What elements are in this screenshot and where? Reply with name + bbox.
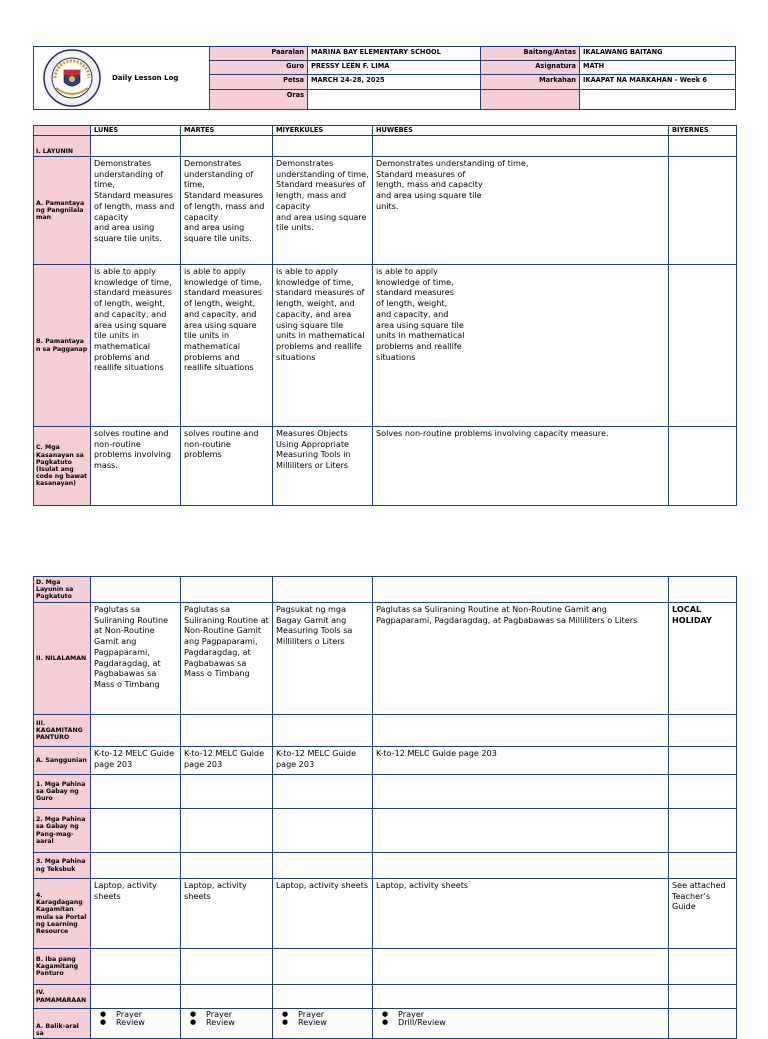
bullet-item: ● Prayer	[206, 1010, 269, 1018]
cell: Laptop, activity sheets	[373, 879, 669, 949]
cell	[181, 577, 273, 603]
day-header: HUWEBES	[373, 126, 669, 136]
cell	[273, 853, 373, 879]
cell	[373, 853, 669, 879]
header-label	[481, 89, 580, 109]
day-header: MARTES	[181, 126, 273, 136]
row-label: A. Balik-aral sa	[34, 1009, 91, 1039]
cell	[669, 985, 737, 1009]
cell: Demonstrates understanding of time, Standard measures of length, mass and capacity and area using square tile units.	[91, 157, 181, 265]
header-label: Asignatura	[481, 61, 580, 75]
cell	[91, 949, 181, 985]
row-label: B. Iba pang Kagamitang Panturo	[34, 949, 91, 985]
row-label: A. Pamantaya ng Pangnilala man	[34, 157, 91, 265]
cell: Demonstrates understanding of time, Standard measures of length, mass and capacity and area using square tile units.	[273, 157, 373, 265]
cell: Laptop, activity sheets	[273, 879, 373, 949]
row-label: 1. Mga Pahina sa Gabay ng Guro	[34, 775, 91, 809]
cell	[669, 715, 737, 747]
cell	[273, 809, 373, 853]
row-label: I. LAYUNIN	[34, 136, 91, 157]
cell: solves routine and non-routine problems involving mass.	[91, 427, 181, 506]
cell: K-to-12 MELC Guide page 203	[181, 747, 273, 775]
header-label: Paaralan	[210, 47, 308, 61]
document-title: Daily Lesson Log	[112, 74, 179, 82]
cell: Paglutas sa Suliraning Routine at Non-Routine Gamit ang Pagpaparami, Pagdaragdag, at Pagbabawas sa Milliliters o Liters	[373, 603, 669, 715]
header-label: Markahan	[481, 75, 580, 89]
cell	[91, 985, 181, 1009]
cell	[373, 985, 669, 1009]
header-label: Petsa	[210, 75, 308, 89]
cell	[181, 775, 273, 809]
cell: Demonstrates understanding of time, Standard measures of length, mass and capacity and area using square tile units.	[373, 157, 669, 265]
row-label: III. KAGAMITANG PANTURO	[34, 715, 91, 747]
cell	[181, 809, 273, 853]
cell	[373, 809, 669, 853]
day-header: BIYERNES	[669, 126, 737, 136]
cell: Measures Objects Using Appropriate Measuring Tools in Milliliters or Liters	[273, 427, 373, 506]
cell	[669, 809, 737, 853]
cell: K-to-12 MELC Guide page 203	[273, 747, 373, 775]
cell: See attached Teacher’s Guide	[669, 879, 737, 949]
header-value: MARCH 24-28, 2025	[308, 75, 481, 89]
cell	[669, 853, 737, 879]
header-label: Guro	[210, 61, 308, 75]
header-value: IKAAPAT NA MARKAHAN - Week 6	[580, 75, 736, 89]
bullet-item: ● Review	[116, 1018, 177, 1026]
cell: is able to apply knowledge of time, standard measures of length, weight, and capacity, and area using square tile units in mathematical problems and reallife situations	[373, 265, 669, 427]
bullet-item: ● Drill/Review	[398, 1018, 665, 1026]
objectives-table	[33, 125, 737, 506]
cell: solves routine and non-routine problems	[181, 427, 273, 506]
cell: Paglutas sa Suliraning Routine at Non-Routine Gamit ang Pagpaparami, Pagdaragdag, at Pagbabawas sa Mass o Timbang	[181, 603, 273, 715]
corner-cell	[34, 126, 91, 136]
cell	[91, 853, 181, 879]
row-label: 3. Mga Pahina ng Teksbuk	[34, 853, 91, 879]
cell	[373, 577, 669, 603]
cell	[91, 775, 181, 809]
cell: is able to apply knowledge of time, standard measures of length, weight, and capacity, and area using square tile units in mathematical problems and reallife situations	[91, 265, 181, 427]
header-value: PRESSY LEEN F. LIMA	[308, 61, 481, 75]
bullet-item: ● Prayer	[298, 1010, 369, 1018]
cell	[181, 949, 273, 985]
cell	[273, 775, 373, 809]
cell	[373, 949, 669, 985]
deped-seal-icon	[42, 48, 102, 108]
cell	[273, 577, 373, 603]
cell: Laptop, activity sheets	[91, 879, 181, 949]
cell: is able to apply knowledge of time, standard measures of length, weight, and capacity, and area using square tile units in mathematical problems and reallife situations	[181, 265, 273, 427]
cell	[181, 985, 273, 1009]
row-label: D. Mga Layunin sa Pagkatuto	[34, 577, 91, 603]
cell	[273, 715, 373, 747]
row-label: II. NILALAMAN	[34, 603, 91, 715]
cell	[91, 136, 181, 157]
cell	[91, 809, 181, 853]
bullet-item: ● Review	[206, 1018, 269, 1026]
cell: K-to-12 MELC Guide page 203	[373, 747, 669, 775]
holiday-cell: LOCAL HOLIDAY	[669, 603, 737, 715]
header-value	[580, 89, 736, 109]
cell	[669, 427, 737, 506]
cell	[273, 136, 373, 157]
bullet-item: ● Review	[298, 1018, 369, 1026]
row-label: A. Sanggunian	[34, 747, 91, 775]
logo-cell	[34, 47, 210, 110]
cell: Pagsukat ng mga Bagay Gamit ang Measuring Tools sa Milliliters o Liters	[273, 603, 373, 715]
cell	[373, 715, 669, 747]
header-value: MATH	[580, 61, 736, 75]
cell	[181, 136, 273, 157]
cell	[181, 853, 273, 879]
row-label: B. Pamantaya n sa Pagganap	[34, 265, 91, 427]
header-table	[33, 46, 736, 110]
cell	[273, 985, 373, 1009]
row-label: IV. PAMAMARAAN	[34, 985, 91, 1009]
cell	[273, 949, 373, 985]
cell: Laptop, activity sheets	[181, 879, 273, 949]
cell	[669, 775, 737, 809]
cell: Demonstrates understanding of time, Standard measures of length, mass and capacity and area using square tile units.	[181, 157, 273, 265]
day-header: LUNES	[91, 126, 181, 136]
cell: K-to-12 MELC Guide page 203	[91, 747, 181, 775]
cell: Paglutas sa Suliraning Routine at Non-Routine Gamit ang Pagpaparami, Pagdaragdag, at Pagbabawas sa Mass o Timbang	[91, 603, 181, 715]
cell	[91, 715, 181, 747]
cell	[373, 775, 669, 809]
cell	[373, 136, 669, 157]
header-value: MARINA BAY ELEMENTARY SCHOOL	[308, 47, 481, 61]
cell	[669, 265, 737, 427]
row-label: 4. Karagdagang Kagamitan mula sa Portal ng Learning Resource	[34, 879, 91, 949]
cell	[669, 157, 737, 265]
row-label: C. Mga Kasanayan sa Pagkatuto (Isulat ang code ng bawat kasanayan)	[34, 427, 91, 506]
day-header: MIYERKULES	[273, 126, 373, 136]
header-value: IKALAWANG BAITANG	[580, 47, 736, 61]
cell	[669, 949, 737, 985]
cell	[669, 747, 737, 775]
content-table	[33, 576, 737, 1039]
cell: Solves non-routine problems involving capacity measure.	[373, 427, 669, 506]
row-label: 2. Mga Pahina sa Gabay ng Pang-mag-aaral	[34, 809, 91, 853]
cell: is able to apply knowledge of time, standard measures of length, weight, and capacity, and area using square tile units in mathematical problems and reallife situations	[273, 265, 373, 427]
cell	[91, 577, 181, 603]
bullet-item: ● Prayer	[398, 1010, 665, 1018]
cell	[669, 136, 737, 157]
bullet-item: ● Prayer	[116, 1010, 177, 1018]
cell	[181, 715, 273, 747]
header-label: Oras	[210, 89, 308, 109]
header-label: Baitang/Antas	[481, 47, 580, 61]
cell	[669, 577, 737, 603]
header-value	[308, 89, 481, 109]
